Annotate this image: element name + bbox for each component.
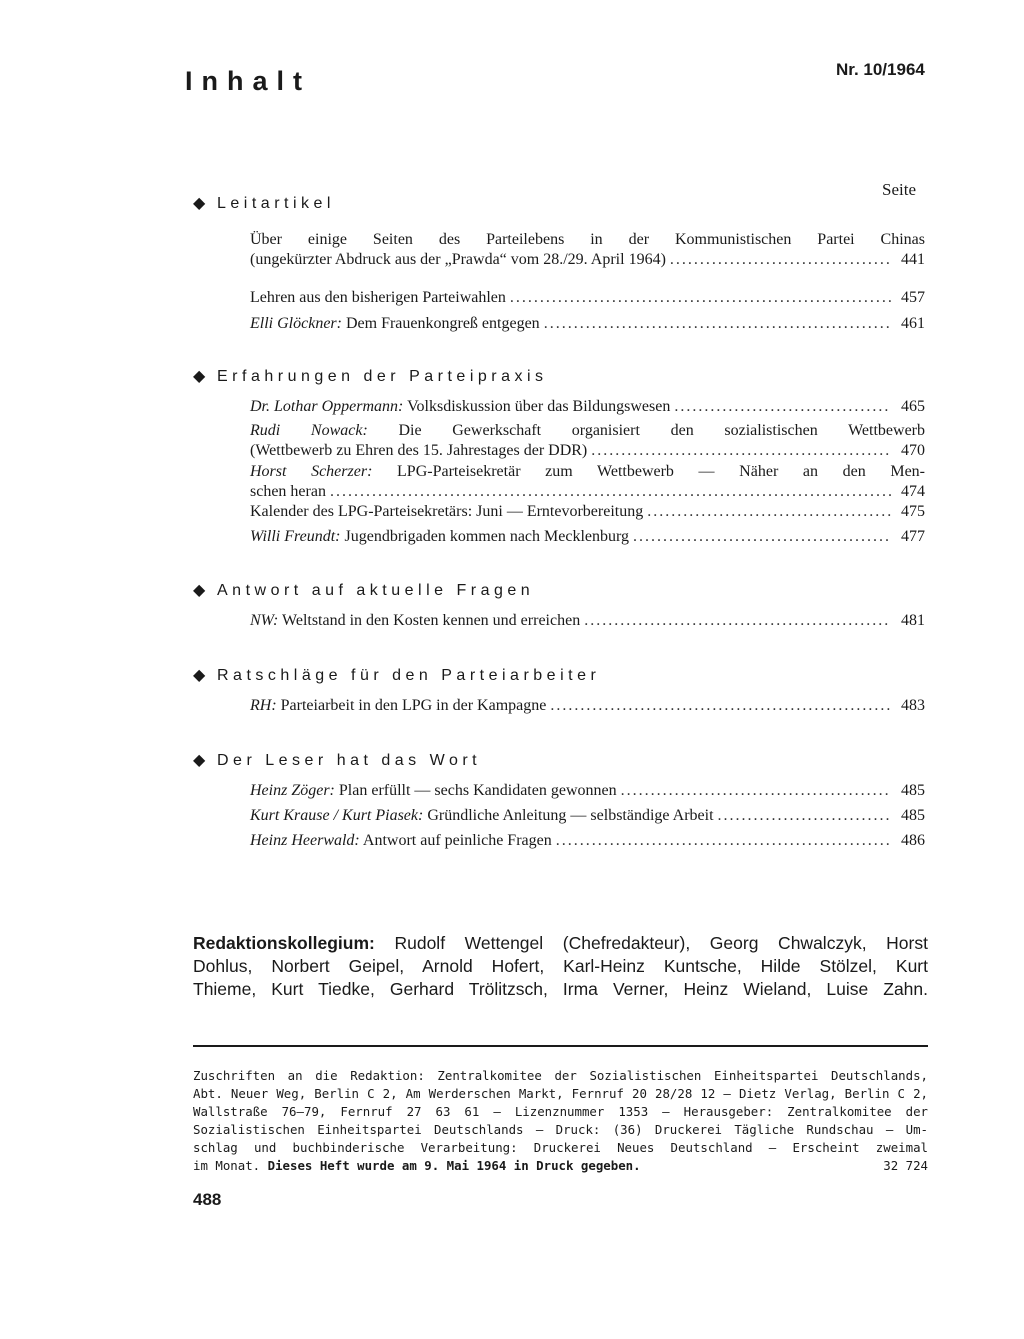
editorial-board-label: Redaktionskollegium:	[193, 933, 375, 953]
imprint-line: schlag und buchbinderische Verarbeitung: Druckerei Neues Deutschland — Erscheint zweimal	[193, 1140, 928, 1155]
diamond-bullet-icon: ◆	[193, 667, 206, 684]
toc-entry-title: Weltstand in den Kosten kennen und erreichen	[282, 612, 581, 629]
section-heading-text: Erfahrungen der Parteipraxis	[217, 368, 548, 385]
dot-leader	[544, 314, 891, 334]
imprint-line: im Monat.	[193, 1158, 261, 1173]
toc-entry-author: Dr. Lothar Oppermann:	[250, 398, 404, 415]
toc-entry[interactable]	[250, 781, 925, 801]
section-heading-text: Ratschläge für den Parteiarbeiter	[217, 667, 601, 684]
page-column-label: Seite	[882, 180, 916, 199]
toc-entry-line	[250, 502, 925, 522]
section-heading-text: Antwort auf aktuelle Fragen	[217, 582, 535, 599]
toc-entry-page: 461	[901, 315, 925, 332]
toc-entry-line	[250, 831, 925, 851]
toc-entry-page: 481	[901, 612, 925, 629]
toc-entry-author: Willi Freundt:	[250, 528, 341, 545]
editorial-board-line: Dohlus, Norbert Geipel, Arnold Hofert, Karl-Heinz Kuntsche, Hilde Stölzel, Kurt	[193, 956, 928, 976]
toc-entry-title: Volksdiskussion über das Bildungswesen	[407, 398, 671, 415]
toc-entry[interactable]	[250, 831, 925, 851]
toc-entry-title: LPG-Parteisekretär zum Wettbewerb — Näher an den Men-	[397, 463, 925, 480]
toc-entry-line	[250, 462, 925, 482]
imprint-line: Wallstraße 76—79, Fernruf 27 63 61 — Lizenznummer 1353 — Herausgeber: Zentralkomitee der	[193, 1104, 928, 1119]
toc-entry-line	[250, 421, 925, 441]
divider	[193, 1045, 928, 1047]
toc-entry[interactable]	[250, 314, 925, 334]
issue-number: Nr. 10/1964	[836, 60, 925, 79]
toc-entry-line	[250, 288, 925, 308]
toc-entry[interactable]	[250, 502, 925, 522]
toc-entry-author: NW:	[250, 612, 279, 629]
editorial-board-line: Thieme, Kurt Tiedke, Gerhard Trölitzsch, Irma Verner, Heinz Wieland, Luise Zahn.	[193, 979, 928, 999]
toc-entry-page: 457	[901, 289, 925, 306]
print-date-note: Dieses Heft wurde am 9. Mai 1964 in Druck gegeben.	[267, 1158, 641, 1173]
toc-entry-title: Die Gewerkschaft organisiert den sozialistischen Wettbewerb	[398, 422, 925, 439]
toc-entry-page: 465	[901, 398, 925, 415]
editorial-board-line: Rudolf Wettengel (Chefredakteur), Georg Chwalczyk, Horst	[394, 933, 928, 953]
toc-entry-author: Rudi Nowack:	[250, 422, 368, 439]
toc-entry-title: Lehren aus den bisherigen Parteiwahlen	[250, 289, 506, 306]
imprint-line: Abt. Neuer Weg, Berlin C 2, Am Werderschen Markt, Fernruf 20 28/28 12 — Dietz Verlag, Berlin C 2,	[193, 1086, 928, 1101]
diamond-bullet-icon: ◆	[193, 195, 206, 212]
toc-entry-title: Dem Frauenkongreß entgegen	[345, 315, 540, 332]
page-title: Inhalt	[185, 66, 311, 96]
toc-entry-author: Heinz Heerwald:	[250, 832, 360, 849]
dot-leader	[674, 397, 891, 417]
toc-entry-title: Parteiarbeit in den LPG in der Kampagne	[280, 697, 547, 714]
section-heading	[193, 193, 335, 213]
dot-leader	[556, 831, 891, 851]
toc-entry-line	[250, 441, 925, 461]
section-heading	[193, 665, 600, 685]
dot-leader	[510, 288, 891, 308]
editorial-board	[193, 932, 928, 1001]
toc-entry-line	[250, 696, 925, 716]
toc-entry-title: Über einige Seiten des Parteilebens in der Kommunistischen Partei Chinas	[250, 231, 925, 248]
toc-entry-line	[250, 230, 925, 250]
toc-entry-line	[250, 250, 925, 270]
toc-entry-page: 483	[901, 697, 925, 714]
dot-leader	[647, 502, 891, 522]
section-heading-text: Leitartikel	[217, 195, 335, 212]
toc-entry[interactable]	[250, 611, 925, 631]
toc-entry[interactable]	[250, 696, 925, 716]
toc-entry[interactable]	[250, 288, 925, 308]
toc-entry-line	[250, 527, 925, 547]
section-heading	[193, 750, 481, 770]
toc-entry[interactable]	[250, 462, 925, 502]
dot-leader	[633, 527, 891, 547]
toc-entry[interactable]	[250, 397, 925, 417]
toc-entry-page: 475	[901, 503, 925, 520]
toc-entry-title: Gründliche Anleitung — selbständige Arbeit	[427, 807, 714, 824]
toc-entry-author: Heinz Zöger:	[250, 782, 335, 799]
toc-entry-title: schen heran	[250, 483, 326, 500]
toc-entry-title: Antwort auf peinliche Fragen	[362, 832, 552, 849]
page-number: 488	[193, 1190, 222, 1209]
toc-entry-author: RH:	[250, 697, 277, 714]
section-heading	[193, 580, 534, 600]
imprint-line: Sozialistischen Einheitspartei Deutschlands — Druck: (36) Druckerei Tägliche Rundschau — Um-	[193, 1122, 928, 1137]
toc-entry-line	[250, 314, 925, 334]
section-heading	[193, 366, 548, 386]
toc-entry-title: Jugendbrigaden kommen nach Mecklenburg	[344, 528, 630, 545]
dot-leader	[670, 250, 891, 270]
dot-leader	[550, 696, 891, 716]
diamond-bullet-icon: ◆	[193, 582, 206, 599]
toc-entry-title: Kalender des LPG-Parteisekretärs: Juni — Erntevorbereitung	[250, 503, 644, 520]
toc-entry-title: (Wettbewerb zu Ehren des 15. Jahrestages der DDR)	[250, 442, 588, 459]
toc-entry-page: 441	[901, 251, 925, 268]
toc-entry-page: 485	[901, 782, 925, 799]
dot-leader	[718, 806, 891, 826]
diamond-bullet-icon: ◆	[193, 752, 206, 769]
toc-entry-author: Horst Scherzer:	[250, 463, 373, 480]
toc-entry-page: 485	[901, 807, 925, 824]
toc-entry-line	[250, 611, 925, 631]
imprint-line: Zuschriften an die Redaktion: Zentralkomitee der Sozialistischen Einheitspartei Deutschlands,	[193, 1068, 928, 1083]
section-heading-text: Der Leser hat das Wort	[217, 752, 482, 769]
dot-leader	[584, 611, 891, 631]
imprint	[193, 1067, 928, 1175]
toc-entry-page: 470	[901, 442, 925, 459]
dot-leader	[330, 482, 891, 502]
toc-entry[interactable]	[250, 806, 925, 826]
toc-entry-author: Kurt Krause / Kurt Piasek:	[250, 807, 424, 824]
toc-entry-line	[250, 482, 925, 502]
toc-entry[interactable]	[250, 527, 925, 547]
toc-entry-page: 477	[901, 528, 925, 545]
toc-entry-line	[250, 806, 925, 826]
toc-entry-title: Plan erfüllt — sechs Kandidaten gewonnen	[338, 782, 617, 799]
dot-leader	[621, 781, 891, 801]
toc-entry-page: 486	[901, 832, 925, 849]
toc-entry-line	[250, 397, 925, 417]
toc-entry-author: Elli Glöckner:	[250, 315, 342, 332]
toc-entry[interactable]	[250, 230, 925, 270]
print-code: 32 724	[883, 1158, 928, 1173]
dot-leader	[591, 441, 891, 461]
toc-entry[interactable]	[250, 421, 925, 461]
toc-entry-page: 474	[901, 483, 925, 500]
toc-entry-title: (ungekürzter Abdruck aus der „Prawda“ vom 28./29. April 1964)	[250, 251, 666, 268]
toc-entry-line	[250, 781, 925, 801]
diamond-bullet-icon: ◆	[193, 368, 206, 385]
